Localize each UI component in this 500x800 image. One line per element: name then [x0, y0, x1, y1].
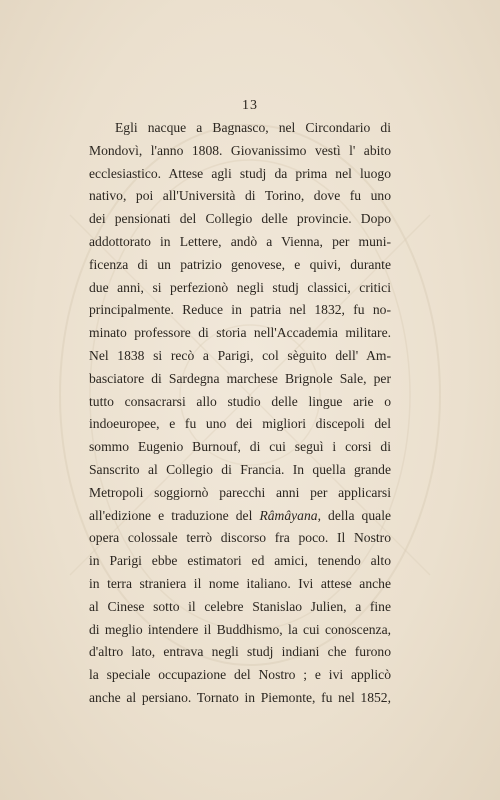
text-line: tutto consacrarsi allo studio delle lingue arie o — [89, 393, 391, 409]
text-line: ecclesiastico. Attese agli studj da prima nel luogo — [89, 165, 391, 181]
body-text — [89, 117, 391, 710]
text-line: basciatore di Sardegna marchese Brignole Sale, per — [89, 370, 391, 386]
text-line: Mondovì, l'anno 1808. Giovanissimo vestì l' abito — [89, 142, 391, 158]
text-line: sommo Eugenio Burnouf, di cui seguì i corsi di — [89, 439, 391, 455]
text-line: opera colossale terrò discorso fra poco. Il Nostro — [89, 530, 391, 546]
text-line: Egli nacque a Bagnasco, nel Circondario di — [115, 120, 391, 135]
page-number: 13 — [242, 98, 258, 113]
text-line: minato professore di storia nell'Accademia militare. — [89, 325, 391, 341]
text-line: dei pensionati del Collegio delle provincie. Dopo — [89, 211, 391, 227]
text-line: principalmente. Reduce in patria nel 1832, fu no- — [89, 302, 391, 318]
text-line: Metropoli soggiornò parecchi anni per applicarsi — [89, 484, 391, 500]
text-line: d'altro lato, entrava negli studj indiani che furono — [89, 644, 391, 660]
text-line: di meglio intendere il Buddhismo, la cui conoscenza, — [89, 621, 391, 637]
text-line: al Cinese sotto il celebre Stanislao Julien, a fine — [89, 598, 391, 614]
text-line: addottorato in Lettere, andò a Vienna, per muni- — [89, 233, 391, 249]
text-line: in Parigi ebbe estimatori ed amici, tenendo alto — [89, 553, 391, 569]
text-line: in terra straniera il nome italiano. Ivi attese anche — [89, 575, 391, 591]
text-line: anche al persiano. Tornato in Piemonte, fu nel 1852, — [89, 689, 391, 705]
text-line: indoeuropee, e fu uno dei migliori discepoli del — [89, 416, 391, 432]
text-line: nativo, poi all'Università di Torino, dove fu uno — [89, 188, 391, 204]
text-line: Nel 1838 si recò a Parigi, col sèguito dell' Am- — [89, 347, 391, 363]
text-line: la speciale occupazione del Nostro ; e ivi applicò — [89, 667, 391, 683]
text-line: due anni, si perfezionò negli studj classici, critici — [89, 279, 391, 295]
text-line: ficenza di un patrizio genovese, e quivi, durante — [89, 256, 391, 272]
text-line: Sanscrito al Collegio di Francia. In quella grande — [89, 461, 391, 477]
text-line: all'edizione e traduzione del Râmâyana, della quale — [89, 507, 391, 523]
